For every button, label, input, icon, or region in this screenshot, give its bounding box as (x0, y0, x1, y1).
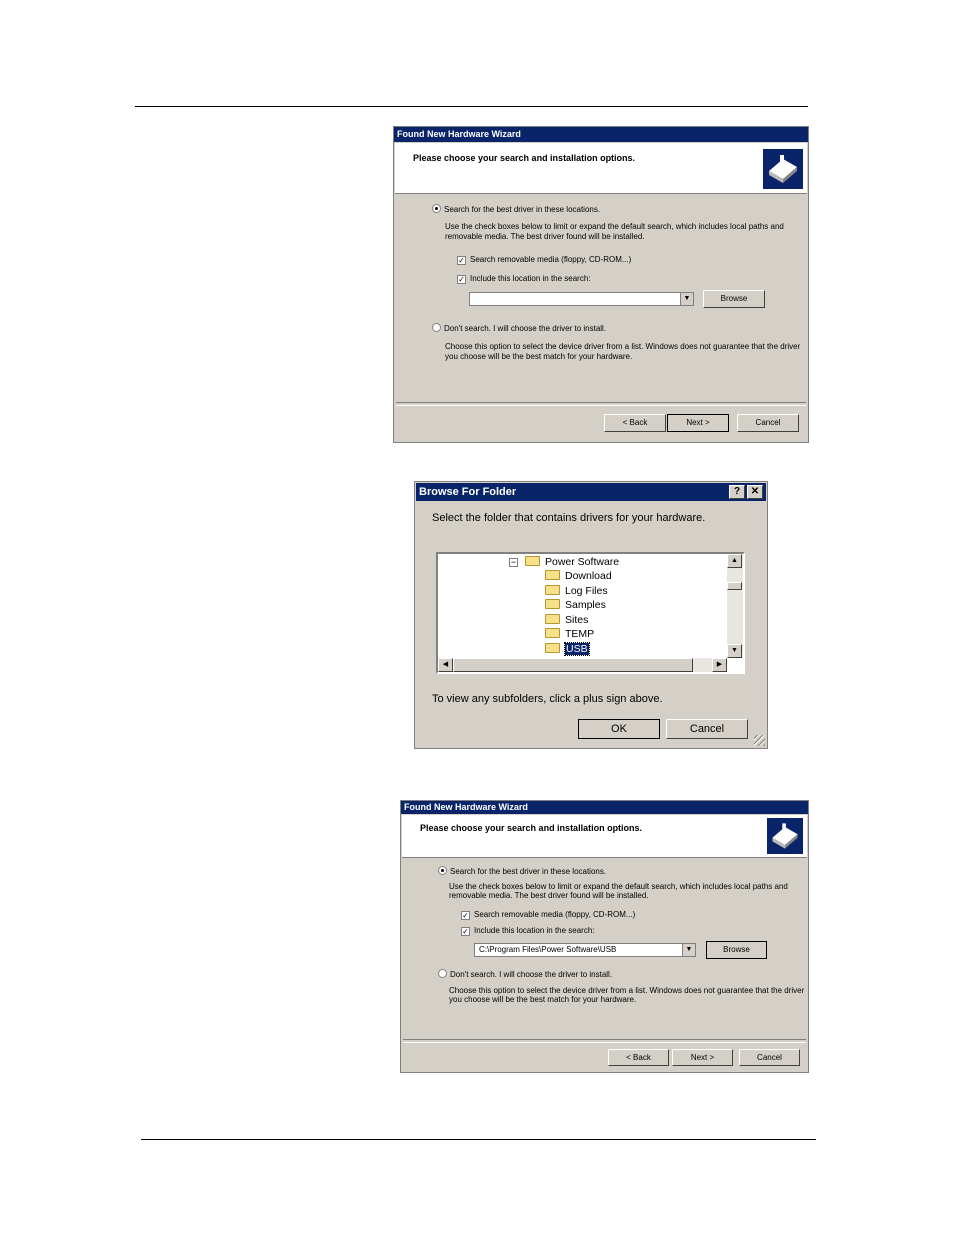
ok-button[interactable]: OK (578, 719, 660, 739)
folder-icon (545, 614, 560, 624)
wizard-title: Found New Hardware Wizard (401, 801, 808, 814)
browse-button[interactable]: Browse (706, 941, 767, 959)
radio-selected-icon (432, 204, 441, 213)
tree-node-child[interactable] (545, 599, 606, 612)
folder-tree[interactable] (436, 552, 745, 674)
back-button[interactable]: < Back (608, 1049, 669, 1066)
dont-search-label: Don't search. I will choose the driver to install. (450, 970, 613, 979)
close-icon[interactable]: ✕ (747, 485, 763, 499)
tree-node-label-selected: USB (566, 643, 588, 655)
search-option-label: Search for the best driver in these locations. (444, 205, 601, 214)
search-option-label: Search for the best driver in these locations. (450, 867, 607, 876)
include-location-checkbox[interactable] (461, 926, 595, 936)
tree-node-child[interactable] (545, 570, 612, 583)
search-option-radio[interactable] (438, 866, 606, 876)
dont-search-radio[interactable] (438, 969, 612, 979)
next-button[interactable]: Next > (672, 1049, 733, 1066)
cancel-button[interactable]: Cancel (666, 719, 748, 739)
collapse-icon[interactable]: − (510, 557, 517, 567)
dont-search-radio[interactable] (432, 323, 606, 333)
button-separator (403, 1039, 806, 1043)
bottom-rule (141, 1139, 816, 1140)
cancel-button[interactable]: Cancel (739, 1049, 800, 1066)
tree-node-label: Download (565, 570, 612, 582)
radio-unselected-icon (432, 323, 441, 332)
include-location-label: Include this location in the search: (474, 926, 595, 935)
checkmark-icon: ✓ (462, 927, 469, 936)
removable-media-checkbox[interactable] (457, 255, 631, 265)
checkmark-icon: ✓ (462, 911, 469, 920)
removable-media-label: Search removable media (floppy, CD-ROM...) (470, 255, 632, 264)
hardware-wizard-icon (763, 149, 803, 189)
tree-node-child[interactable] (545, 585, 608, 598)
tree-node-label: Log Files (565, 585, 608, 597)
wizard-dialog-1 (393, 126, 809, 443)
checkmark-icon: ✓ (458, 256, 465, 265)
tree-node-label: Sites (565, 614, 589, 626)
tree-node-label: Power Software (545, 556, 620, 568)
folder-icon (525, 556, 540, 566)
browse-title-text: Browse For Folder (419, 486, 517, 498)
tree-node-label: TEMP (565, 628, 595, 640)
scroll-thumb-horizontal[interactable] (453, 658, 693, 672)
folder-icon (545, 599, 560, 609)
resize-grip-icon[interactable] (754, 735, 765, 746)
folder-icon (545, 570, 560, 580)
dont-search-description: Choose this option to select the device driver from a list. Windows does not guarantee that the driver you choose will be the best match for your hardware. (445, 342, 801, 361)
folder-icon (545, 585, 560, 595)
browse-instruction: Select the folder that contains drivers for your hardware. (432, 512, 706, 524)
wizard-dialog-2 (400, 800, 809, 1073)
wizard-header (395, 143, 807, 194)
hardware-wizard-icon (767, 818, 803, 854)
location-value: C:\Program Files\Power Software\USB (479, 945, 617, 954)
wizard-title: Found New Hardware Wizard (394, 127, 808, 142)
include-location-label: Include this location in the search: (470, 274, 591, 283)
tree-node-parent[interactable] (525, 556, 619, 569)
location-combo[interactable] (474, 943, 696, 957)
removable-media-checkbox[interactable] (461, 910, 635, 920)
dont-search-description: Choose this option to select the device driver from a list. Windows does not guarantee that the driver you choose will be the best match for your hardware. (449, 986, 805, 1004)
scroll-left-icon[interactable]: ◀ (438, 658, 453, 672)
tree-node-label: Samples (565, 599, 606, 611)
search-description: Use the check boxes below to limit or expand the default search, which includes local paths and removable media. The best driver found will be installed. (449, 882, 788, 900)
radio-selected-icon (438, 866, 447, 875)
cancel-button[interactable]: Cancel (737, 414, 799, 432)
browse-button[interactable]: Browse (703, 290, 765, 308)
dont-search-label: Don't search. I will choose the driver to install. (444, 324, 607, 333)
scroll-thumb[interactable] (727, 582, 742, 590)
radio-unselected-icon (438, 969, 447, 978)
chevron-down-icon[interactable]: ▼ (680, 293, 693, 305)
wizard-header (402, 815, 807, 858)
next-button[interactable]: Next > (667, 414, 729, 432)
horizontal-scrollbar[interactable] (438, 658, 727, 672)
browse-for-folder-dialog (414, 481, 768, 749)
checkmark-icon: ✓ (458, 275, 465, 284)
location-combo[interactable] (469, 292, 694, 306)
folder-icon (545, 628, 560, 638)
browse-title (416, 483, 766, 501)
search-description: Use the check boxes below to limit or expand the default search, which includes local paths and removable media. The best driver found will be installed. (445, 222, 784, 241)
browse-hint: To view any subfolders, click a plus sign above. (432, 693, 663, 705)
scroll-up-icon[interactable]: ▲ (727, 554, 742, 568)
folder-icon (545, 643, 560, 653)
tree-node-child[interactable] (545, 614, 588, 627)
help-icon[interactable]: ? (729, 485, 745, 499)
back-button[interactable]: < Back (604, 414, 666, 432)
scroll-right-icon[interactable]: ▶ (712, 658, 727, 672)
button-separator (396, 402, 806, 406)
wizard-prompt: Please choose your search and installation options. (413, 153, 636, 163)
search-option-radio[interactable] (432, 204, 600, 214)
vertical-scrollbar[interactable] (727, 554, 743, 658)
tree-node-child[interactable] (545, 628, 594, 641)
removable-media-label: Search removable media (floppy, CD-ROM...) (474, 910, 636, 919)
tree-node-child-selected[interactable] (545, 643, 589, 656)
chevron-down-icon[interactable]: ▼ (682, 944, 695, 956)
wizard-prompt: Please choose your search and installation options. (420, 823, 643, 833)
top-rule (135, 106, 808, 107)
include-location-checkbox[interactable] (457, 274, 591, 284)
scroll-down-icon[interactable]: ▼ (727, 644, 742, 658)
